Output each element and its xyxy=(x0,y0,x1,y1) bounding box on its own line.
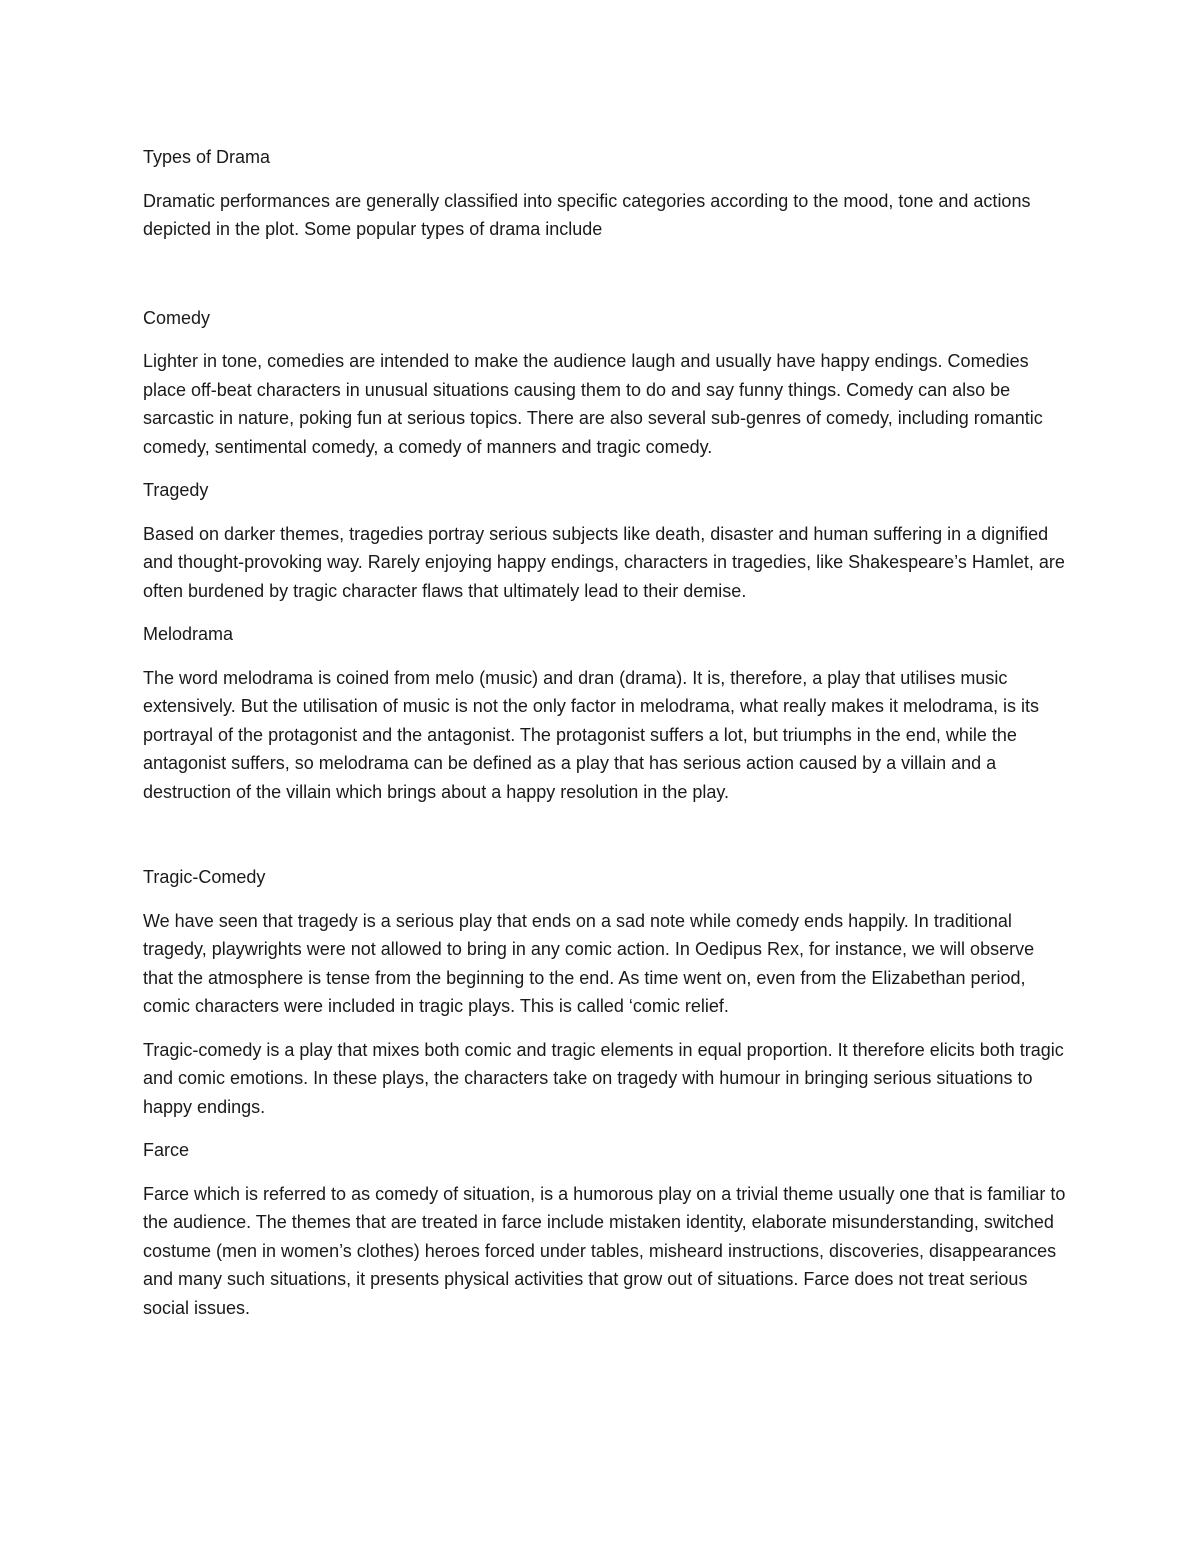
tragic-comedy-paragraph-1: We have seen that tragedy is a serious play that ends on a sad note while comedy ends happily. In traditional tragedy, playwrights were not allowed to bring in any comic action. In Oedipus Rex, for instance, we will observe that the atmosphere is tense from the beginning to the end. As time went on, even from the Elizabethan period, comic characters were included in tragic plays. This is called ‘comic relief. xyxy=(143,910,1035,1016)
section-heading-comedy: Comedy xyxy=(143,307,211,328)
document-body xyxy=(143,143,1068,1337)
document-title: Types of Drama xyxy=(143,147,271,167)
section-heading-melodrama: Melodrama xyxy=(143,624,234,644)
tragic-comedy-paragraph-2: Tragic-comedy is a play that mixes both comic and tragic elements in equal proportion. It therefore elicits both tragic and comic emotions. In these plays, the characters take on tragedy with humour in bringing serious situations to happy endings. xyxy=(143,1039,1064,1117)
farce-paragraph: Farce which is referred to as comedy of situation, is a humorous play on a trivial theme usually one that is familiar to the audience. The themes that are treated in farce include mistaken identity, elaborate misunderstanding, switched costume (men in women’s clothes) heroes forced under tables, misheard instructions, discoveries, disappearances and many such situations, it presents physical activities that grow out of situations. Farce does not treat serious social issues. xyxy=(143,1183,1066,1318)
blank-line xyxy=(143,259,1068,304)
section-heading-tragic-comedy: Tragic-Comedy xyxy=(143,867,266,887)
intro-paragraph: Dramatic performances are generally classified into specific categories according to the mood, tone and actions depicted in the plot. Some popular types of drama include xyxy=(143,190,1031,239)
blank-line xyxy=(143,821,1068,863)
tragedy-paragraph: Based on darker themes, tragedies portray serious subjects like death, disaster and human suffering in a dignified and thought-provoking way. Rarely enjoying happy endings, characters in tragedies, like Shakespeare’s Hamlet, are often burdened by tragic character flaws that ultimately lead to their demise. xyxy=(143,523,1065,601)
section-heading-tragedy: Tragedy xyxy=(143,480,209,500)
comedy-paragraph: Lighter in tone, comedies are intended to make the audience laugh and usually have happy endings. Comedies place off-beat characters in unusual situations causing them to do and say funny things. Comedy can also be sarcastic in nature, poking fun at serious topics. There are also several sub-genres of comedy, including romantic comedy, sentimental comedy, a comedy of manners and tragic comedy. xyxy=(143,351,1043,457)
melodrama-paragraph: The word melodrama is coined from melo (music) and dran (drama). It is, therefore, a play that utilises music extensively. But the utilisation of music is not the only factor in melodrama, what really makes it melodrama, is its portrayal of the protagonist and the antagonist. The protagonist suffers a lot, but triumphs in the end, while the antagonist suffers, so melodrama can be defined as a play that has serious action caused by a villain and a destruction of the villain which brings about a happy resolution in the play. xyxy=(143,667,1040,802)
section-heading-farce: Farce xyxy=(143,1140,190,1160)
